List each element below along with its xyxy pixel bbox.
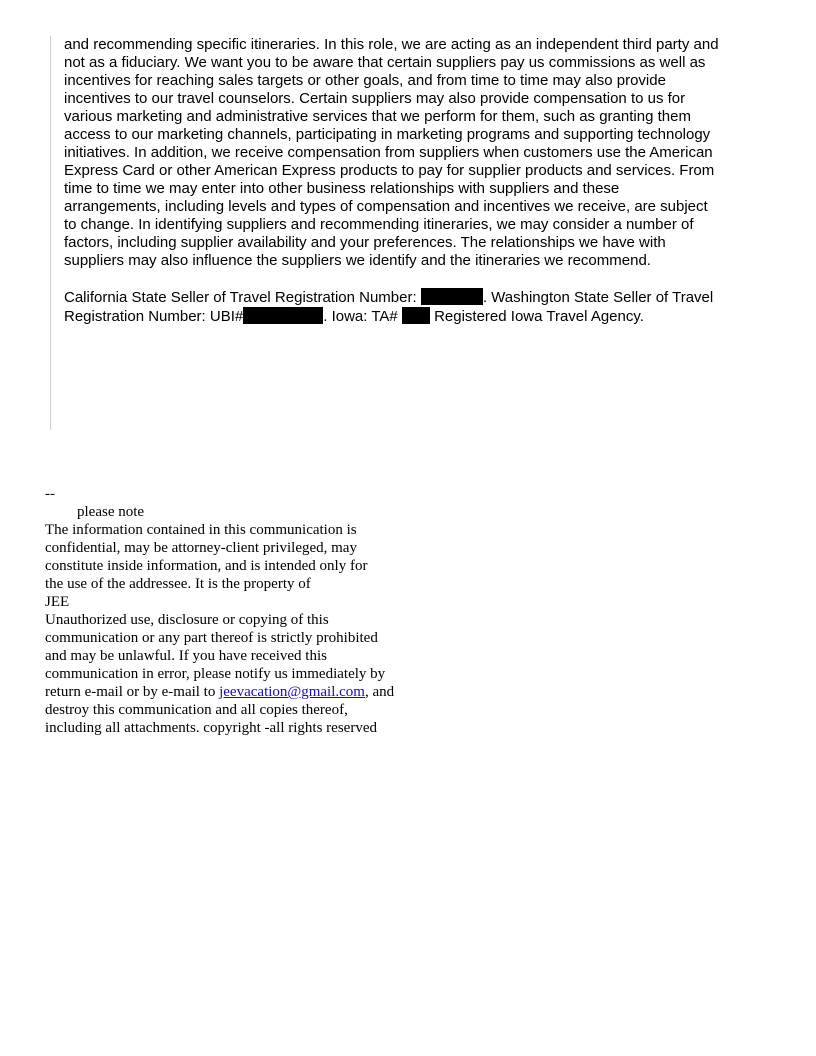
disclosure-line: various marketing and administrative services that we perform for them, such as granting them	[64, 108, 691, 125]
disclosure-line: factors, including supplier availability and your preferences. The relationships we have with	[64, 234, 666, 251]
signature-line: communication or any part thereof is strictly prohibited	[45, 630, 378, 646]
iowa-label: . Iowa: TA#	[323, 308, 402, 325]
redaction-box	[402, 307, 430, 324]
signature-line: JEE	[45, 594, 70, 610]
email-link[interactable]: jeevacation@gmail.com	[219, 684, 365, 700]
redaction-box	[243, 307, 323, 324]
signature-line: confidential, may be attorney-client privileged, may	[45, 540, 357, 556]
disclosure-line: suppliers may also influence the suppliers we identify and the itineraries we recommend.	[64, 252, 651, 269]
ubi-label: Registration Number: UBI#	[64, 308, 244, 325]
disclosure-line: Express Card or other American Express products to pay for supplier products and services. From	[64, 162, 715, 179]
disclosure-line: and recommending specific itineraries. In this role, we are acting as an independent third party and	[64, 36, 719, 53]
disclosure-line: access to our marketing channels, participating in marketing programs and supporting technology	[64, 126, 711, 143]
disclosure-line: incentives for reaching sales targets or other goals, and from time to time may also provide	[64, 72, 666, 89]
iowa-agency-suffix: Registered Iowa Travel Agency.	[429, 308, 644, 325]
registration-paragraph	[64, 288, 770, 326]
quoted-disclosure-block	[50, 36, 771, 430]
disclosure-paragraph	[64, 36, 770, 270]
disclosure-line: arrangements, including levels and types of compensation and incentives we receive, are subject	[64, 198, 708, 215]
disclosure-line: not as a fiduciary. We want you to be aware that certain suppliers pay us commissions as well as	[64, 54, 706, 71]
email-signature	[45, 485, 445, 737]
return-suffix: , and	[364, 684, 395, 700]
signature-line: communication in error, please notify us immediately by	[45, 666, 386, 682]
disclosure-line: to change. In identifying suppliers and recommending itineraries, we may consider a number of	[64, 216, 694, 233]
disclosure-text	[64, 36, 770, 326]
signature-line: destroy this communication and all copies thereof,	[45, 702, 348, 718]
signature-line: and may be unlawful. If you have received this	[45, 648, 327, 664]
signature-line: The information contained in this communication is	[45, 522, 357, 538]
signature-email-line	[45, 683, 445, 701]
redaction-box	[421, 288, 483, 305]
please-note-heading: please note	[77, 504, 145, 520]
washington-registration-label: . Washington State Seller of Travel	[482, 289, 714, 306]
signature-line: Unauthorized use, disclosure or copying of this	[45, 612, 329, 628]
disclosure-line: time to time we may enter into other business relationships with suppliers and these	[64, 180, 620, 197]
signature-line: including all attachments. copyright -all rights reserved	[45, 720, 377, 736]
signature-line: constitute inside information, and is intended only for	[45, 558, 368, 574]
signature-separator: --	[45, 486, 55, 502]
signature-line: the use of the addressee. It is the property of	[45, 576, 311, 592]
california-registration-label: California State Seller of Travel Registration Number:	[64, 289, 421, 306]
return-prefix: return e-mail or by e-mail to	[45, 684, 220, 700]
disclosure-line: incentives to our travel counselors. Certain suppliers may also provide compensation to us for	[64, 90, 686, 107]
disclosure-line: initiatives. In addition, we receive compensation from suppliers when customers use the American	[64, 144, 713, 161]
